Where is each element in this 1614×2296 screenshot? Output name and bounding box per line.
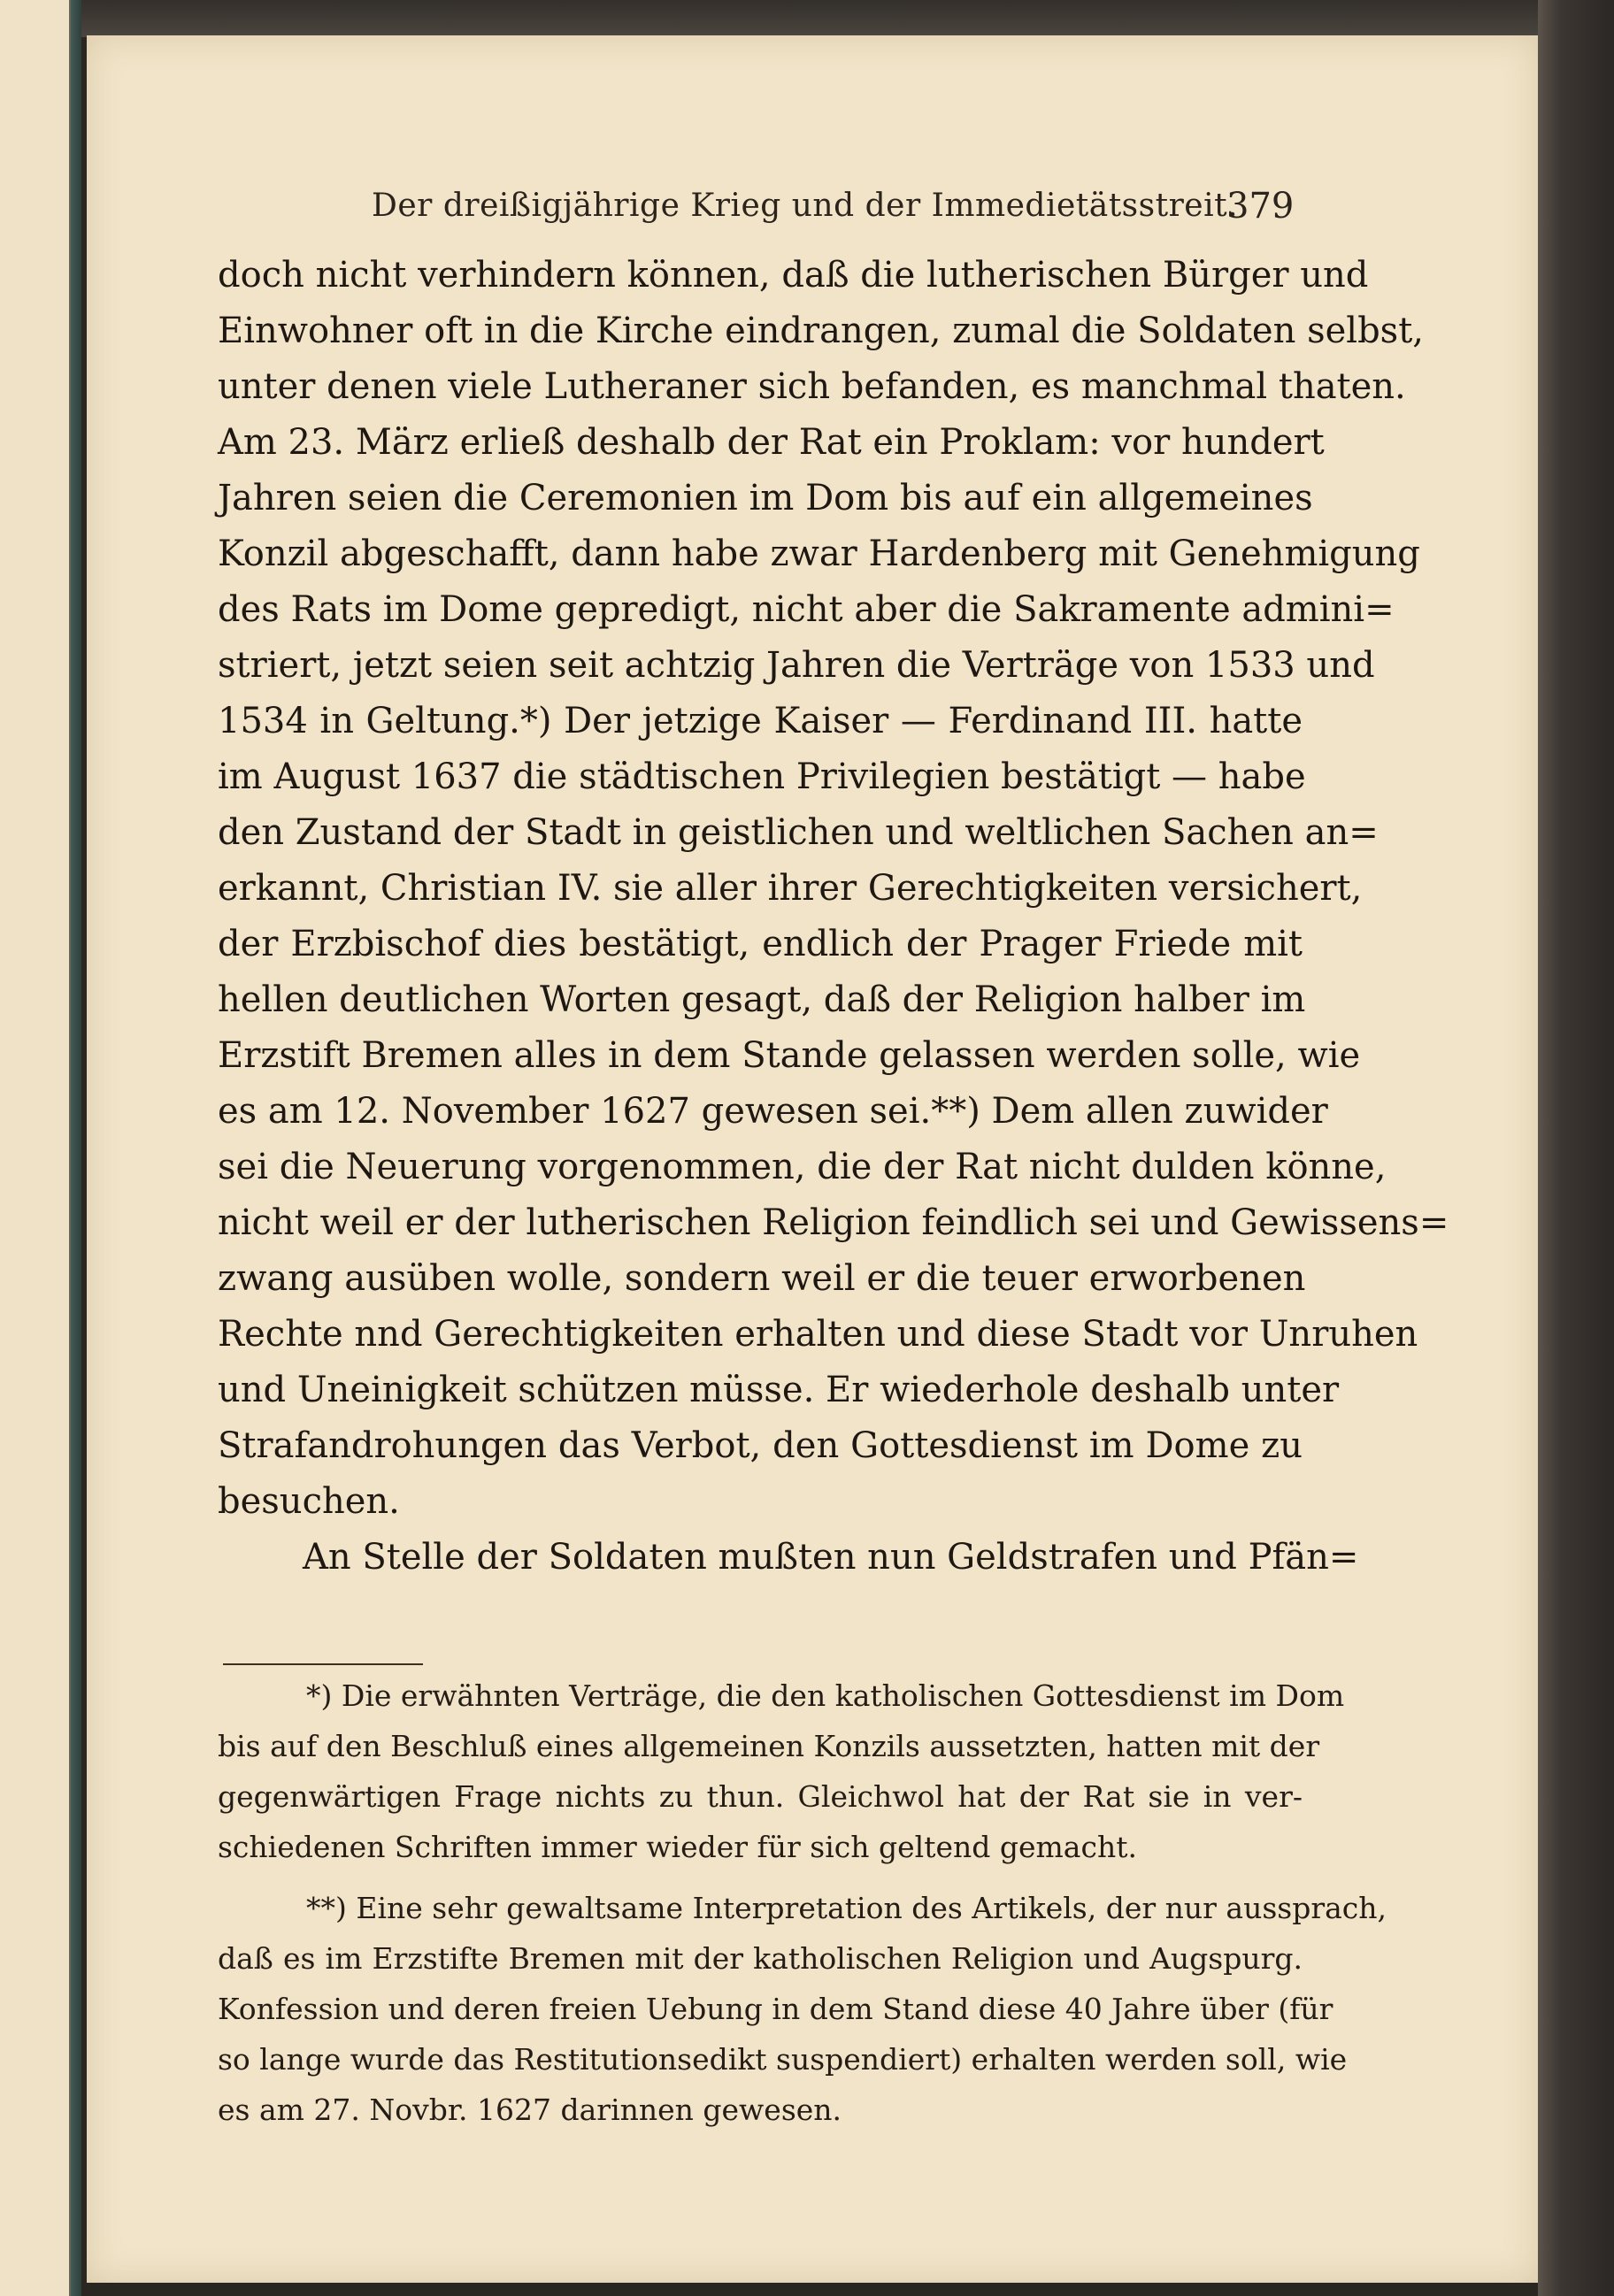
body-line: Konzil abgeschafft, dann habe zwar Hardenberg mit Genehmigung xyxy=(218,534,1420,574)
footnote-line: *) Die erwähnten Verträge, die den katholischen Gottesdienst im Dom xyxy=(306,1678,1345,1713)
body-line: erkannt, Christian IV. sie aller ihrer Gerechtigkeiten versichert, xyxy=(218,868,1363,909)
footnotes xyxy=(218,1670,1387,2135)
body-line: sei die Neuerung vorgenommen, die der Rat nicht dulden könne, xyxy=(218,1147,1387,1187)
body-line: 1534 in Geltung.*) Der jetzige Kaiser — Ferdinand III. hatte xyxy=(218,701,1303,741)
body-line: Rechte nnd Gerechtigkeiten erhalten und diese Stadt vor Unruhen xyxy=(218,1314,1418,1355)
body-line: An Stelle der Soldaten mußten nun Geldstrafen und Pfän= xyxy=(303,1537,1359,1578)
body-line: Erzstift Bremen alles in dem Stande gelassen werden solle, wie xyxy=(218,1035,1361,1076)
body-line: des Rats im Dome gepredigt, nicht aber die Sakramente admini= xyxy=(218,589,1395,630)
body-text xyxy=(218,248,1449,1586)
body-line: striert, jetzt seien seit achtzig Jahren die Verträge von 1533 und xyxy=(218,645,1375,686)
body-line: im August 1637 die städtischen Privilegien bestätigt — habe xyxy=(218,756,1306,797)
body-line: den Zustand der Stadt in geistlichen und weltlichen Sachen an= xyxy=(218,812,1379,853)
book-cover-top xyxy=(81,0,1614,37)
running-header: Der dreißigjährige Krieg und der Immedietätsstreit. xyxy=(372,188,1239,224)
body-line: doch nicht verhindern können, daß die lutherischen Bürger und xyxy=(218,255,1369,296)
body-line: unter denen viele Lutheraner sich befanden, es manchmal thaten. xyxy=(218,366,1406,407)
body-line: zwang ausüben wolle, sondern weil er die teuer erworbenen xyxy=(218,1258,1306,1299)
body-line: Strafandrohungen das Verbot, den Gottesdienst im Dome zu xyxy=(218,1425,1303,1466)
footnote-line: **) Eine sehr gewaltsame Interpretation des Artikels, der nur aussprach, xyxy=(306,1891,1387,1925)
footnote-line: schiedenen Schriften immer wieder für sich geltend gemacht. xyxy=(218,1830,1137,1864)
footnote-divider xyxy=(223,1663,423,1665)
previous-page-edge xyxy=(0,0,71,2296)
page-number: 379 xyxy=(1226,186,1295,227)
body-line: hellen deutlichen Worten gesagt, daß der Religion halber im xyxy=(218,979,1306,1020)
body-line: der Erzbischof dies bestätigt, endlich der Prager Friede mit xyxy=(218,924,1303,964)
body-line: und Uneinigkeit schützen müsse. Er wiederhole deshalb unter xyxy=(218,1370,1340,1410)
book-cover-right xyxy=(1538,0,1614,2296)
footnote-line: bis auf den Beschluß eines allgemeinen Konzils aussetzten, hatten mit der xyxy=(218,1729,1320,1763)
body-line: es am 12. November 1627 gewesen sei.**) Dem allen zuwider xyxy=(218,1091,1328,1132)
body-line: Einwohner oft in die Kirche eindrangen, zumal die Soldaten selbst, xyxy=(218,311,1424,351)
body-line: Jahren seien die Ceremonien im Dom bis auf ein allgemeines xyxy=(218,478,1313,518)
footnote-line: daß es im Erzstifte Bremen mit der katholischen Religion und Augspurg. xyxy=(218,1941,1303,1976)
binding-fold xyxy=(71,0,81,2296)
footnote-line: so lange wurde das Restitutionsedikt suspendiert) erhalten werden soll, wie xyxy=(218,2042,1348,2077)
body-line: Am 23. März erließ deshalb der Rat ein Proklam: vor hundert xyxy=(218,422,1325,463)
body-line: besuchen. xyxy=(218,1481,400,1522)
footnote-line: es am 27. Novbr. 1627 darinnen gewesen. xyxy=(218,2093,842,2127)
footnote-line: Konfession und deren freien Uebung in dem Stand diese 40 Jahre über (für xyxy=(218,1992,1333,2026)
footnote-line: gegenwärtigen Frage nichts zu thun. Gleichwol hat der Rat sie in ver- xyxy=(218,1779,1303,1814)
footnote-gap xyxy=(218,1872,1303,1883)
body-line: nicht weil er der lutherischen Religion feindlich sei und Gewissens= xyxy=(218,1202,1449,1243)
